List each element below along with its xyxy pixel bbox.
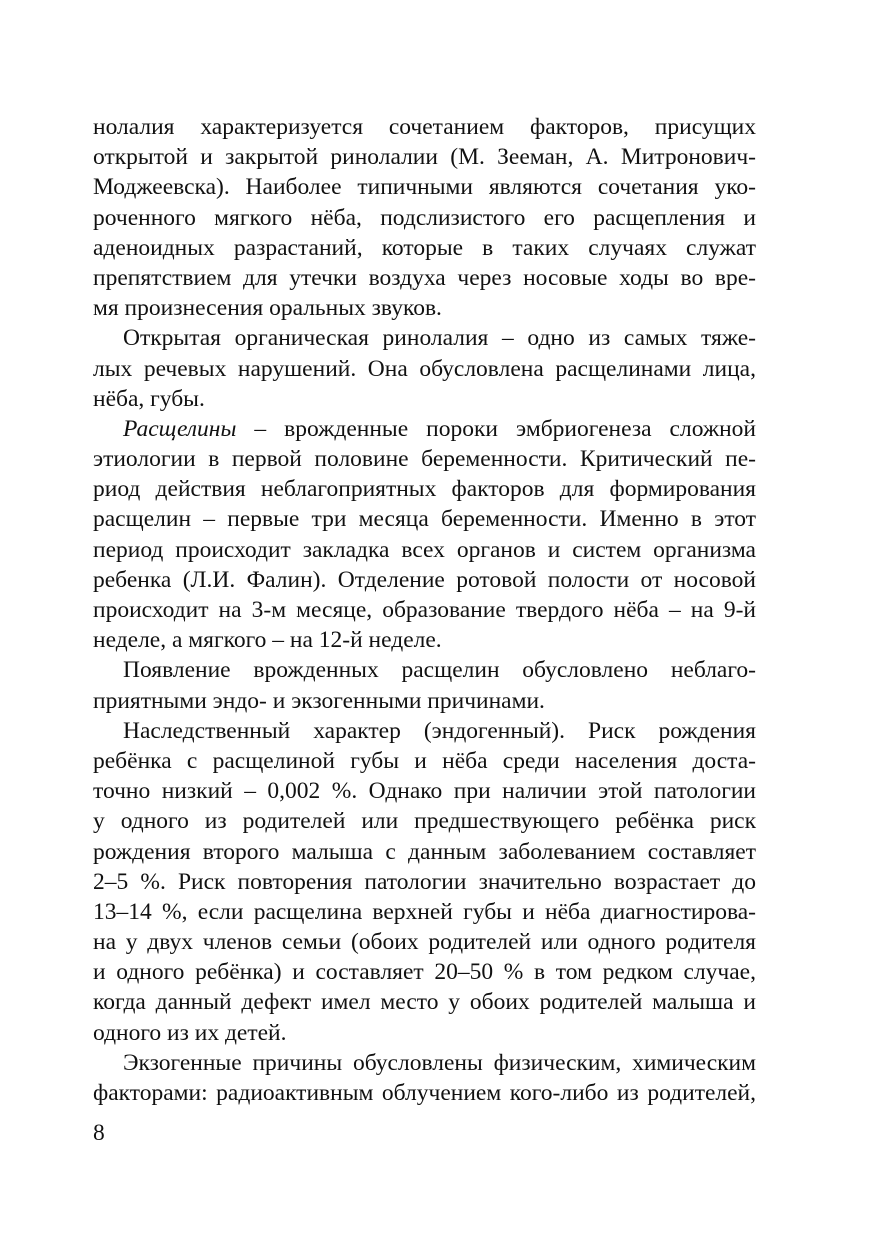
text-line — [93, 293, 756, 323]
text-line — [93, 263, 756, 293]
line-text: приятными эндо- и экзогенными причинами. — [93, 687, 545, 714]
paragraph — [93, 414, 756, 656]
text-line — [93, 384, 756, 414]
line-text: происходит на 3-м месяце, образование твердого нёба – на 9-й — [93, 597, 756, 623]
line-text: нёба, губы. — [93, 385, 205, 412]
text-line — [93, 1018, 756, 1048]
text-line — [93, 595, 756, 625]
text-line — [93, 112, 756, 142]
line-text: Наследственный характер (эндогенный). Риск рождения — [123, 717, 756, 744]
line-text: аденоидных разрастаний, которые в таких случаях служат — [93, 234, 756, 261]
line-text: ребенка (Л.И. Фалин). Отделение ротовой полости от носовой — [93, 566, 756, 593]
line-text: факторами: радиоактивным облучением кого-либо из родителей, — [93, 1080, 756, 1106]
text-line — [93, 776, 756, 806]
line-text: неделе, а мягкого – на 12-й неделе. — [93, 627, 442, 654]
line-text: лых речевых нарушений. Она обусловлена расщелинами лица, — [93, 355, 756, 382]
page-number: 8 — [93, 1120, 105, 1146]
line-text: ребёнка с расщелиной губы и нёба среди населения доста- — [93, 747, 756, 774]
line-text: Открытая органическая ринолалия – одно из самых тяже- — [123, 325, 756, 352]
line-text: этиологии в первой половине беременности. Критический пе- — [93, 446, 756, 473]
line-text: Моджеевска). Наиболее типичными являются сочетания уко- — [93, 174, 756, 201]
line-text: 13–14 %, если расщелина верхней губы и нёба диагностирова- — [93, 898, 756, 925]
line-text: расщелин – первые три месяца беременности. Именно в этот — [93, 506, 756, 533]
text-line — [93, 987, 756, 1017]
text-line — [93, 203, 756, 233]
line-text: и одного ребёнка) и составляет 20–50 % в том редком случае, — [93, 959, 756, 986]
text-line — [93, 957, 756, 987]
line-text: Экзогенные причины обусловлены физическим, химическим — [123, 1049, 756, 1076]
text-line — [93, 867, 756, 897]
text-line — [93, 897, 756, 927]
text-line — [93, 625, 756, 655]
italic-term: Расщелины — [123, 415, 237, 442]
text-line — [93, 716, 756, 746]
line-text: роченного мягкого нёба, подслизистого его расщепления и — [93, 204, 756, 231]
text-line — [93, 837, 756, 867]
text-line — [93, 444, 756, 474]
text-line — [93, 806, 756, 836]
text-line — [93, 414, 756, 444]
text-line — [93, 1078, 756, 1108]
line-text: у одного из родителей или предшествующего ребёнка риск — [93, 808, 756, 835]
line-text: 2–5 %. Риск повторения патологии значительно возрастает до — [93, 868, 756, 895]
text-line — [93, 686, 756, 716]
text-line — [93, 323, 756, 353]
line-text: нолалия характеризуется сочетанием факторов, присущих — [93, 114, 756, 140]
line-text: на у двух членов семьи (обоих родителей или одного родителя — [93, 929, 756, 956]
line-text: когда данный дефект имел место у обоих родителей малыша и — [93, 989, 756, 1016]
line-text: точно низкий – 0,002 %. Однако при наличии этой патологии — [93, 778, 756, 805]
text-line — [93, 354, 756, 384]
text-line — [93, 535, 756, 565]
text-line — [93, 504, 756, 534]
text-line — [93, 565, 756, 595]
text-line — [93, 233, 756, 263]
line-text: риод действия неблагоприятных факторов для формирования — [93, 476, 756, 503]
paragraph — [93, 655, 756, 715]
page-body — [93, 112, 756, 1108]
text-line — [93, 927, 756, 957]
text-line — [93, 746, 756, 776]
text-line — [93, 172, 756, 202]
text-line — [93, 474, 756, 504]
line-text: Появление врожденных расщелин обусловлено неблаго- — [123, 657, 756, 684]
line-text: период происходит закладка всех органов и систем организма — [93, 536, 756, 563]
paragraph — [93, 1048, 756, 1108]
line-text: рождения второго малыша с данным заболеванием составляет — [93, 838, 756, 865]
text-line — [93, 142, 756, 172]
text-line — [93, 1048, 756, 1078]
line-text: одного из их детей. — [93, 1019, 287, 1046]
paragraph — [93, 323, 756, 414]
line-text: мя произнесения оральных звуков. — [93, 295, 442, 322]
document-text — [93, 112, 756, 1108]
line-text: – врожденные пороки эмбриогенеза сложной — [236, 415, 756, 442]
text-line — [93, 655, 756, 685]
line-text: препятствием для утечки воздуха через носовые ходы во вре- — [93, 264, 756, 291]
line-text: открытой и закрытой ринолалии (М. Зееман, А. Митронович- — [93, 144, 756, 171]
paragraph — [93, 112, 756, 323]
paragraph — [93, 716, 756, 1048]
